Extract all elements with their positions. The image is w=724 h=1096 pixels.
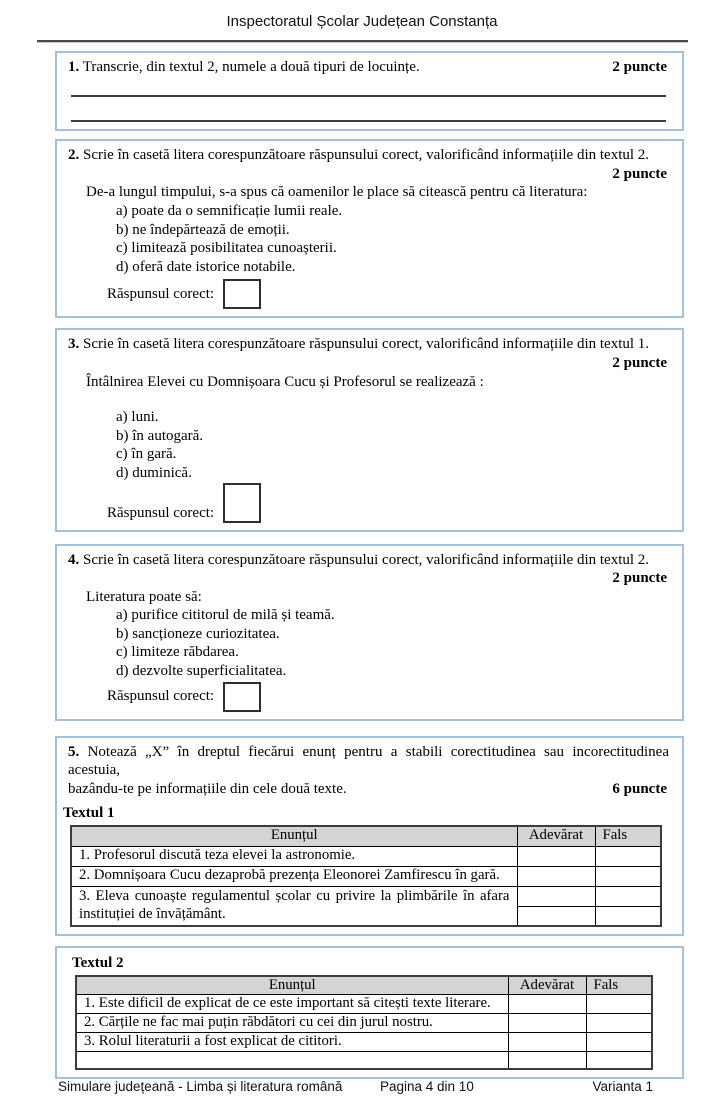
question-5-box <box>55 736 684 936</box>
fals-answer-cell[interactable] <box>586 1032 652 1051</box>
question-1-points: 2 puncte <box>612 58 667 75</box>
textul-2-label: Textul 2 <box>72 955 124 972</box>
question-2-text: 2. Scrie în casetă litera corespunzătoare răspunsului corect, valorificând informațiile din textul 2. <box>68 147 650 164</box>
page-header-title: Inspectoratul Școlar Județean Constanța <box>226 13 498 30</box>
footer-page-number: Pagina 4 din 10 <box>380 1079 474 1095</box>
statement-cell: 3. Eleva cunoaște regulamentul școlar cu privire la plimbările în afara instituției de învățământ. <box>71 886 517 926</box>
table-header-row <box>76 976 652 995</box>
question-2-option-d: d) oferă date istorice notabile. <box>116 258 296 275</box>
statement-cell: 2. Domnișoara Cucu dezaprobă prezența Eleonorei Zamfirescu în gară. <box>71 866 517 886</box>
question-3-option-c: c) în gară. <box>116 446 177 463</box>
question-1-text: 1. Transcrie, din textul 2, numele a două tipuri de locuințe. <box>68 58 420 75</box>
header-cell-adevarat: Adevărat <box>517 826 595 846</box>
question-3-answer-label: Răspunsul corect: <box>107 504 215 521</box>
question-2-answer-row <box>107 279 669 309</box>
question-1-number: 1. <box>68 58 80 75</box>
textul-1-label: Textul 1 <box>63 805 115 822</box>
question-3-option-d: d) duminică. <box>116 464 192 481</box>
statement-cell: 1. Este dificil de explicat de ce este important să citești texte literare. <box>76 995 508 1014</box>
statement-cell <box>76 1051 508 1069</box>
question-3-option-b: b) în autogară. <box>116 427 204 444</box>
table-header-row <box>71 826 661 846</box>
statement-cell: 2. Cărțile ne fac mai puțin răbdători cu cei din jurul nostru. <box>76 1014 508 1033</box>
fals-answer-cell[interactable] <box>595 886 661 906</box>
header-rule <box>37 40 688 43</box>
question-2-box <box>55 139 684 318</box>
statement-cell: 3. Rolul literaturii a fost explicat de cititori. <box>76 1032 508 1051</box>
fals-answer-cell[interactable] <box>595 906 661 926</box>
question-4-option-d: d) dezvolte superficialitatea. <box>116 663 287 680</box>
header-cell-enuntul: Enunțul <box>71 826 517 846</box>
adevarat-answer-cell[interactable] <box>517 906 595 926</box>
question-4-box <box>55 544 684 721</box>
adevarat-answer-cell[interactable] <box>508 1051 586 1069</box>
header-cell-adevarat: Adevărat <box>508 976 586 995</box>
adevarat-answer-cell[interactable] <box>508 995 586 1014</box>
header-cell-fals: Fals <box>595 826 661 846</box>
question-2-answer-label: Răspunsul corect: <box>107 286 215 303</box>
fals-answer-cell[interactable] <box>586 1051 652 1069</box>
textul-1-table <box>70 825 662 927</box>
fals-answer-cell[interactable] <box>586 995 652 1014</box>
textul-2-box <box>55 946 684 1079</box>
question-5-points: 6 puncte <box>612 780 667 797</box>
table-row <box>76 995 652 1014</box>
footer-exam-name: Simulare județeană - Limba și literatura română <box>58 1079 343 1095</box>
fals-answer-cell[interactable] <box>595 846 661 866</box>
answer-write-line-1[interactable] <box>71 76 666 97</box>
question-4-points: 2 puncte <box>612 570 667 587</box>
question-4-number: 4. <box>68 551 80 568</box>
adevarat-answer-cell[interactable] <box>508 1032 586 1051</box>
answer-write-line-2[interactable] <box>71 97 666 122</box>
table-row <box>76 1014 652 1033</box>
adevarat-answer-cell[interactable] <box>517 886 595 906</box>
question-2-option-b: b) ne îndepărtează de emoții. <box>116 221 290 238</box>
question-2-points: 2 puncte <box>612 165 667 182</box>
question-4-option-b: b) sancționeze curiozitatea. <box>116 625 280 642</box>
question-5-number: 5. <box>68 743 80 760</box>
fals-answer-cell[interactable] <box>586 1014 652 1033</box>
table-row <box>71 866 661 886</box>
question-2-option-a: a) poate da o semnificație lumii reale. <box>116 202 343 219</box>
question-5-text-line-2: bazându-te pe informațiile din cele două texte. 6 puncte <box>68 780 667 797</box>
question-1-box <box>55 51 684 132</box>
header-cell-enuntul: Enunțul <box>76 976 508 995</box>
question-3-answer-input-box[interactable] <box>223 483 261 523</box>
question-3-answer-row <box>107 483 669 523</box>
question-2-option-c: c) limitează posibilitatea cunoașterii. <box>116 240 337 257</box>
header-cell-fals: Fals <box>586 976 652 995</box>
table-row <box>71 886 661 906</box>
fals-answer-cell[interactable] <box>595 866 661 886</box>
statement-cell: 1. Profesorul discută teza elevei la astronomie. <box>71 846 517 866</box>
question-4-answer-label: Răspunsul corect: <box>107 688 215 705</box>
question-4-stem: Literatura poate să: <box>86 588 202 605</box>
textul-2-table <box>75 975 653 1071</box>
question-3-option-a: a) luni. <box>116 409 159 426</box>
question-5-text-line-1: 5. Notează „X” în dreptul fiecărui enunț pentru a stabili corectitudinea sau incorectitudinea acestuia, <box>68 743 670 779</box>
adevarat-answer-cell[interactable] <box>508 1014 586 1033</box>
question-4-option-c: c) limiteze răbdarea. <box>116 644 239 661</box>
blank-line <box>68 391 669 408</box>
table-row <box>76 1032 652 1051</box>
question-3-box <box>55 328 684 531</box>
question-2-answer-input-box[interactable] <box>223 279 261 309</box>
question-4-option-a: a) purifice cititorul de milă și teamă. <box>116 607 335 624</box>
question-1-title-line <box>68 58 669 77</box>
question-3-text: 3. Scrie în casetă litera corespunzătoare răspunsului corect, valorificând informațiile din textul 1. <box>68 336 650 353</box>
question-3-points: 2 puncte <box>612 354 667 371</box>
question-2-stem: De-a lungul timpului, s-a spus că oamenilor le place să citească pentru că literatura: <box>86 184 588 201</box>
adevarat-answer-cell[interactable] <box>517 846 595 866</box>
table-empty-row <box>76 1051 652 1069</box>
adevarat-answer-cell[interactable] <box>517 866 595 886</box>
question-4-answer-row <box>107 682 669 712</box>
question-3-number: 3. <box>68 336 80 353</box>
question-4-answer-input-box[interactable] <box>223 682 261 712</box>
question-2-number: 2. <box>68 147 80 164</box>
question-3-stem: Întâlnirea Elevei cu Domnișoara Cucu și Profesorul se realizează : <box>86 373 484 390</box>
table-row <box>71 846 661 866</box>
footer-variant: Varianta 1 <box>592 1079 653 1095</box>
question-4-text: 4. Scrie în casetă litera corespunzătoare răspunsului corect, valorificând informațiile din textul 2. <box>68 551 650 568</box>
